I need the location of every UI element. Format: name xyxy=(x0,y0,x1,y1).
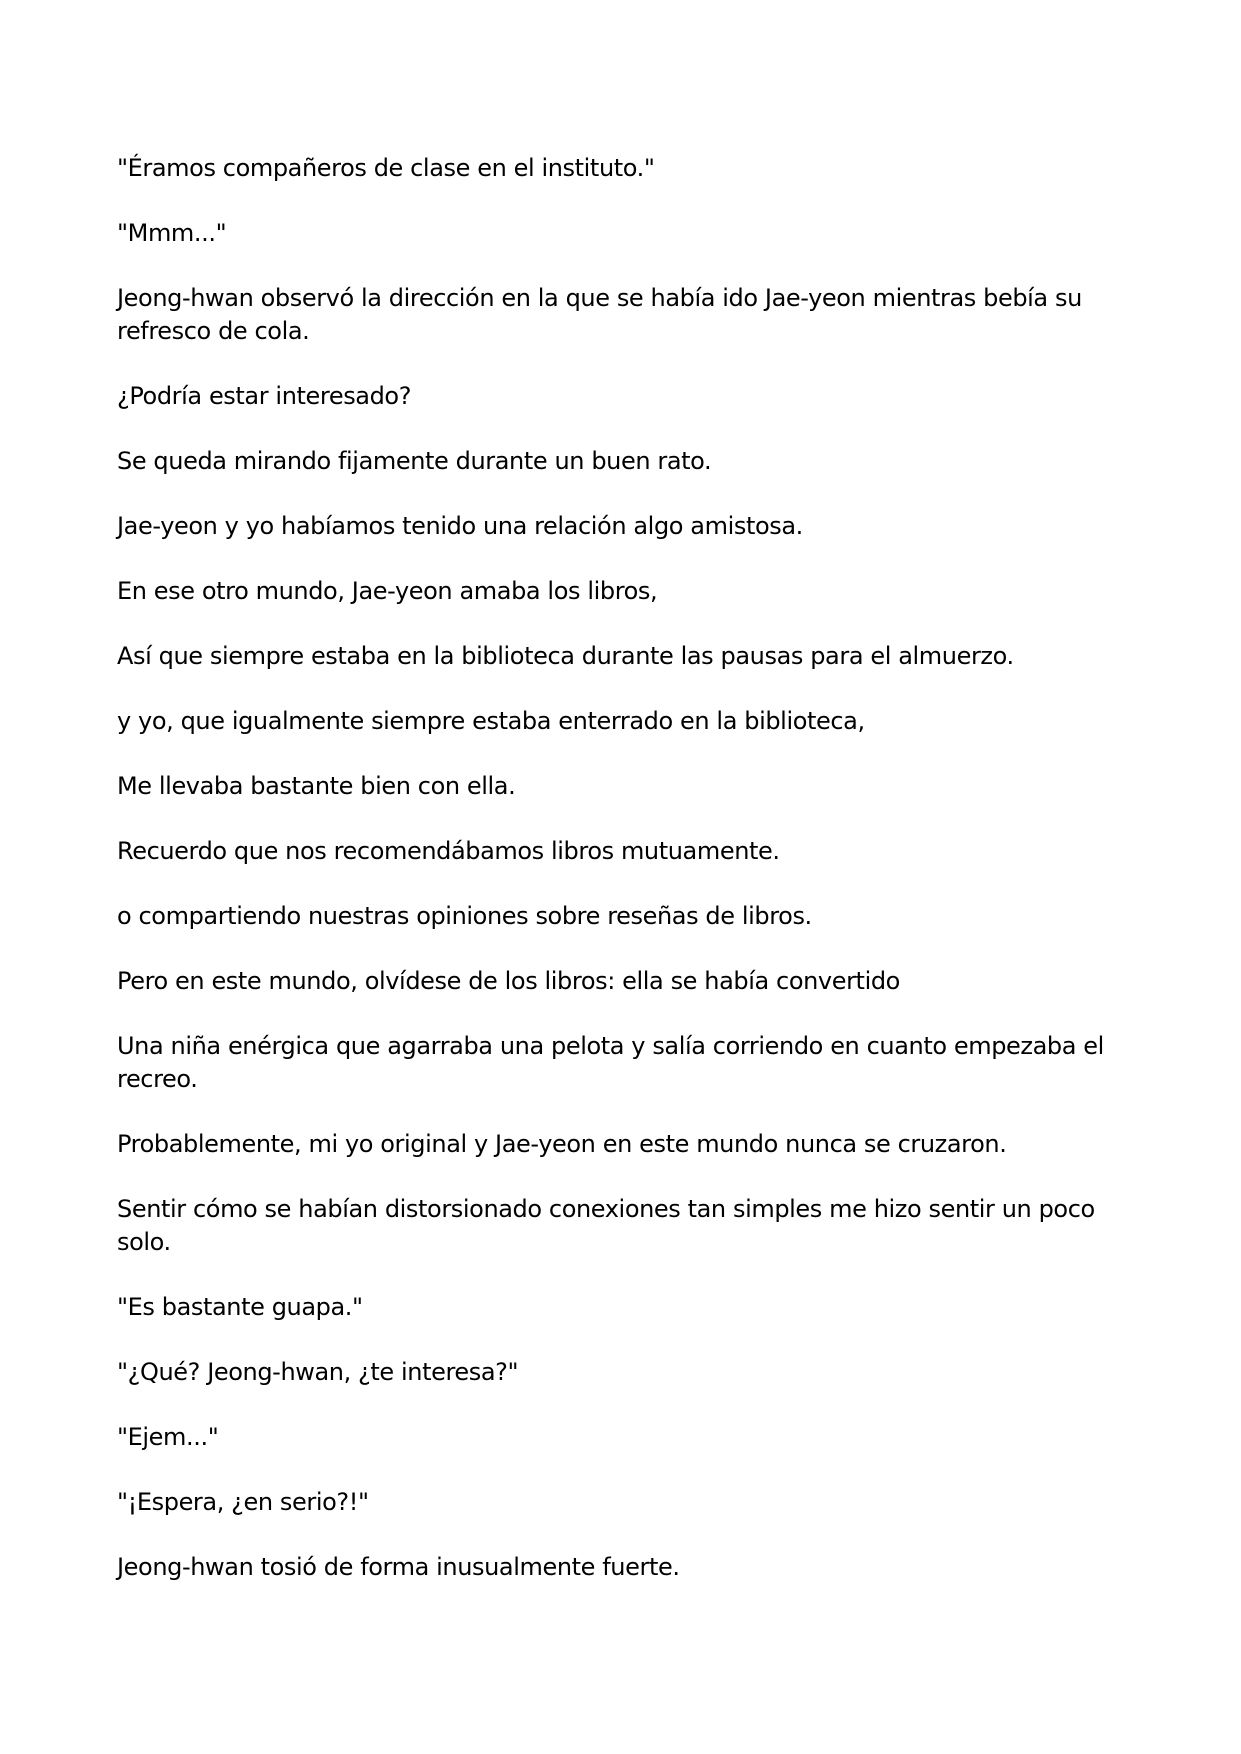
paragraph-5: Se queda mirando fijamente durante un buen rato. xyxy=(117,447,712,475)
paragraph-10: Me llevaba bastante bien con ella. xyxy=(117,772,516,800)
paragraph-13: Pero en este mundo, olvídese de los libros: ella se había convertido xyxy=(117,967,900,995)
paragraph-3: Jeong-hwan observó la dirección en la que se había ido Jae-yeon mientras bebía su refresco de cola. xyxy=(117,284,1082,345)
paragraph-2: "Mmm..." xyxy=(117,219,227,247)
paragraph-12: o compartiendo nuestras opiniones sobre reseñas de libros. xyxy=(117,902,812,930)
paragraph-18: "¿Qué? Jeong-hwan, ¿te interesa?" xyxy=(117,1358,519,1386)
paragraph-21: Jeong-hwan tosió de forma inusualmente fuerte. xyxy=(117,1553,680,1581)
document-body xyxy=(117,152,1137,1616)
paragraph-15: Probablemente, mi yo original y Jae-yeon en este mundo nunca se cruzaron. xyxy=(117,1130,1007,1158)
paragraph-1: "Éramos compañeros de clase en el instituto." xyxy=(117,154,655,182)
paragraph-20: "¡Espera, ¿en serio?!" xyxy=(117,1488,369,1516)
paragraph-7: En ese otro mundo, Jae-yeon amaba los libros, xyxy=(117,577,658,605)
paragraph-17: "Es bastante guapa." xyxy=(117,1293,363,1321)
paragraph-19: "Ejem..." xyxy=(117,1423,219,1451)
paragraph-14: Una niña enérgica que agarraba una pelota y salía corriendo en cuanto empezaba el recreo. xyxy=(117,1032,1104,1093)
paragraph-6: Jae-yeon y yo habíamos tenido una relación algo amistosa. xyxy=(117,512,803,540)
paragraph-9: y yo, que igualmente siempre estaba enterrado en la biblioteca, xyxy=(117,707,865,735)
paragraph-16: Sentir cómo se habían distorsionado conexiones tan simples me hizo sentir un poco solo. xyxy=(117,1195,1095,1256)
paragraph-4: ¿Podría estar interesado? xyxy=(117,382,412,410)
paragraph-11: Recuerdo que nos recomendábamos libros mutuamente. xyxy=(117,837,780,865)
paragraph-8: Así que siempre estaba en la biblioteca durante las pausas para el almuerzo. xyxy=(117,642,1014,670)
